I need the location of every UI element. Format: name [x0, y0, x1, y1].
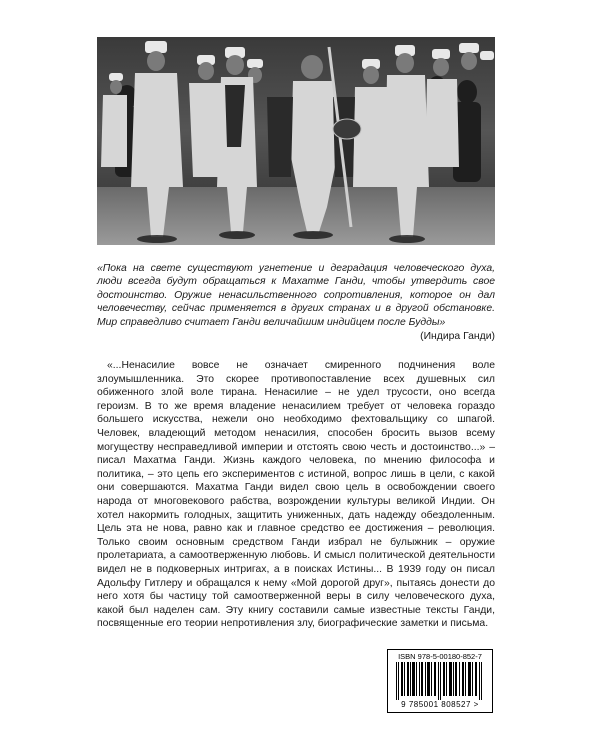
isbn-number: ISBN 978-5-00180-852-7 — [398, 652, 482, 661]
epigraph-quote: «Пока на свете существуют угнетение и деградация человеческого духа, люди всегда будут обращаться к Махатме Ганди, чтобы утвердить свое достоинство. Оружие ненасильственного сопротивления, которое он дал человечеству, сейчас применяется в других странах и в другой обстановке. Мир справедливо считает Ганди величайшим индийцем после Будды» — [97, 263, 495, 328]
isbn-barcode — [387, 649, 493, 713]
photo-icon — [97, 37, 495, 245]
annotation-text: «...Ненасилие вовсе не означает смиренного подчинения воле злоумышленника. Это скорее противопоставление всех душевных сил обиженного злой воле тирана. Ненасилие – не удел трусости, оно всегда героизм. В то же время владение ненасилием требует от человека гораздо большего искусства, нежели оно необходимо фехтовальщику со шпагой. Человек, владеющий методом ненасилия, способен бросить вызов всему могуществу несправедливой империи и отстоять свою честь и достоинство...» – писал Махатма Ганди. Жизнь каждого человека, по мнению философа и политика, – это цепь его экспериментов с истиной, вопрос лишь в цели, с какой они совершаются. Махатма Ганди видел свою цель в освобождении своего народа от многовекового рабства, возрождении культуры великой Индии. Он хотел накормить голодных, защитить униженных, дать надежду обездоленным. Цель эта не нова, равно как и главное средство ее достижения – революция. Только своим основным средством Ганди избрал не булыжник – оружие пролетариата, а самоотверженную любовь. И смысл политической деятельности видел не в подковерных интригах, а в поисках Истины... В 1939 году он писал Адольфу Гитлеру и обращался к нему «Мой дорогой друг», пытаясь донести до него хотя бы частицу той самоотверженной веры в силу человеческого духа, какой был наделен сам. Эту книгу составили самые известные тексты Ганди, посвященные его теории непротивления злу, биографические заметки и письма. — [97, 360, 495, 630]
epigraph-author: (Индира Ганди) — [420, 331, 495, 342]
barcode-icon — [396, 662, 484, 700]
cover-photo — [97, 37, 495, 245]
barcode-digits: 9 785001 808527 > — [401, 700, 479, 709]
